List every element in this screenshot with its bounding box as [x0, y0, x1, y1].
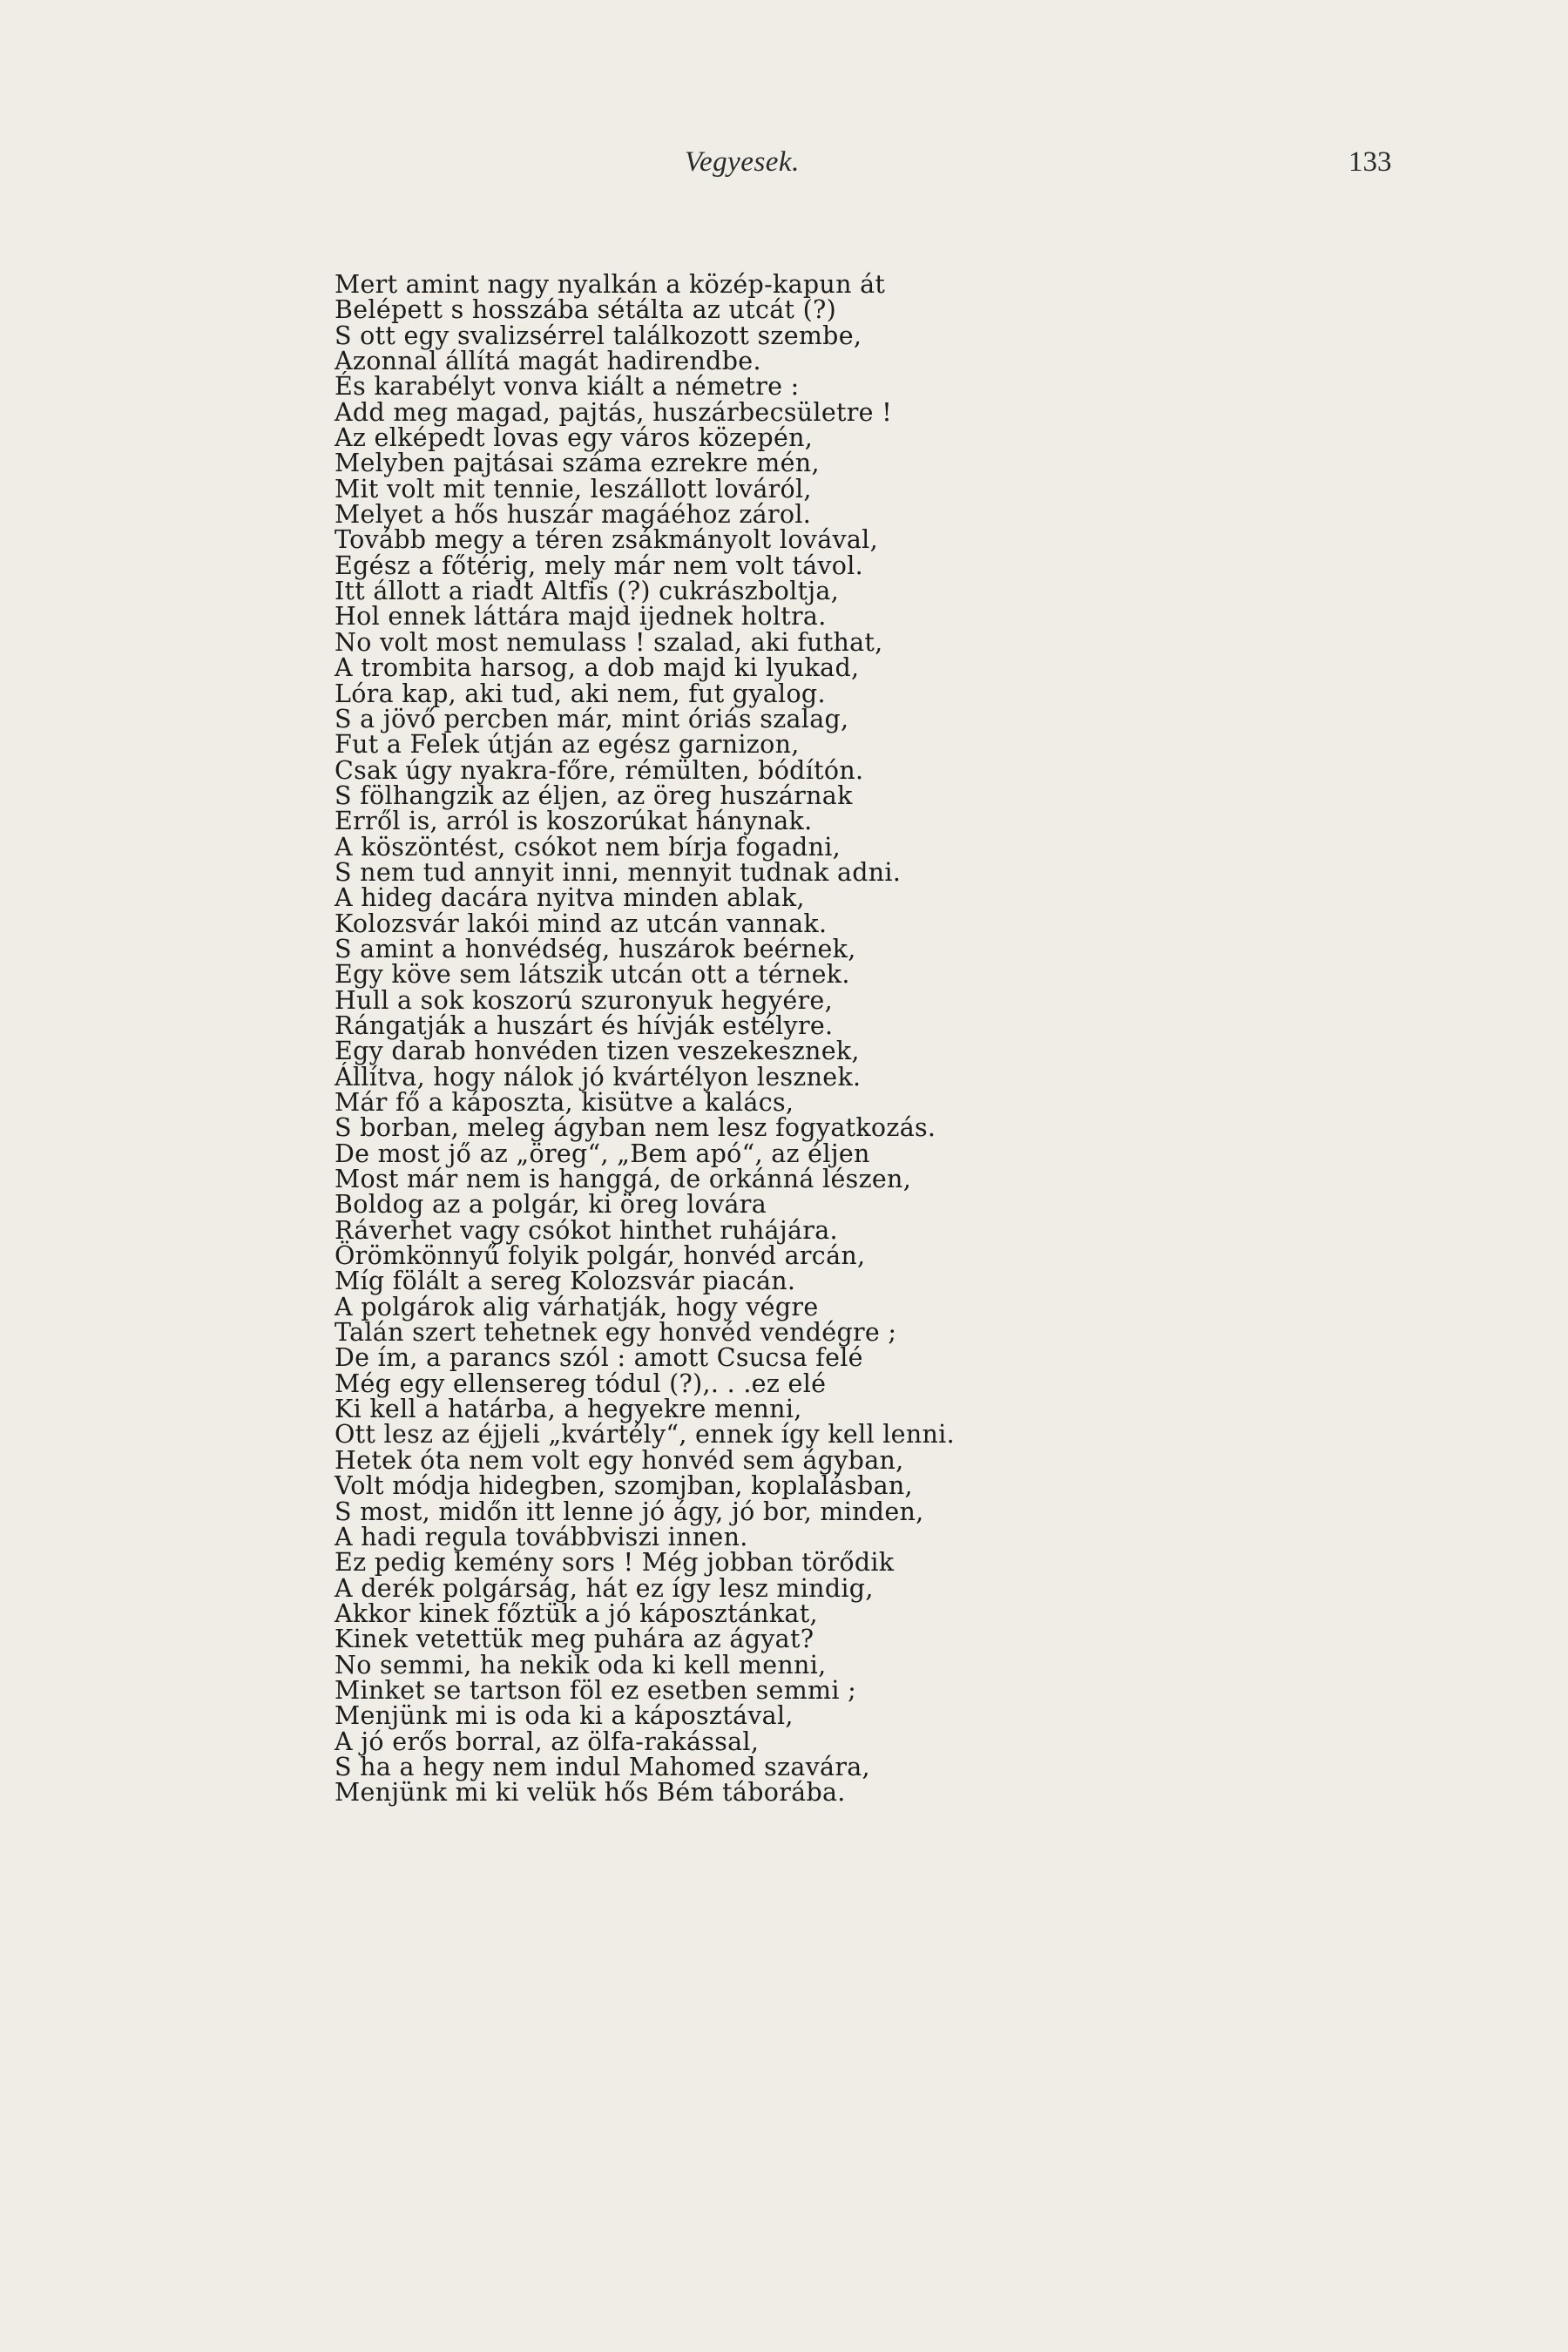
poem-line: S amint a honvédség, huszárok beérnek, — [335, 934, 856, 963]
poem-line: Még egy ellensereg tódul (?),. . .ez elé — [335, 1369, 827, 1398]
poem-line: A hadi regula továbbviszi innen. — [335, 1522, 748, 1551]
poem-line: Egész a főtérig, mely már nem volt távol. — [335, 551, 864, 580]
poem-line: Hull a sok koszorú szuronyuk hegyére, — [335, 985, 833, 1015]
poem-line: A jó erős borral, az ölfa-rakással, — [335, 1727, 760, 1756]
poem-line: De most jő az „öreg“, „Bem apó“, az éljen — [335, 1139, 870, 1168]
poem-line: Menjünk mi is oda ki a káposztával, — [335, 1701, 794, 1731]
poem-body — [335, 272, 1258, 1806]
poem-line: Mert amint nagy nyalkán a közép-kapun át — [335, 270, 886, 299]
poem-line: No semmi, ha nekik oda ki kell menni, — [335, 1650, 827, 1680]
poem-line: A trombita harsog, a dob majd ki lyukad, — [335, 653, 860, 683]
poem-line: Belépett s hosszába sétálta az utcát (?) — [335, 295, 837, 325]
poem-line: S most, midőn itt lenne jó ágy, jó bor, minden, — [335, 1497, 924, 1526]
poem-line: S ott egy svalizsérrel találkozott szembe, — [335, 321, 862, 350]
poem-line: Azonnal állítá magát hadirendbe. — [335, 347, 761, 376]
poem-line: Itt állott a riadt Altfis (?) cukrászboltja, — [335, 577, 840, 606]
poem-line: Míg fölált a sereg Kolozsvár piacán. — [335, 1267, 796, 1296]
poem-line: Hetek óta nem volt egy honvéd sem ágyban, — [335, 1445, 904, 1475]
running-title: Vegyesek. — [685, 146, 800, 178]
poem-line: A derék polgárság, hát ez így lesz mindig, — [335, 1573, 874, 1603]
poem-line: Lóra kap, aki tud, aki nem, fut gyalog. — [335, 679, 826, 708]
poem-line: Rángatják a huszárt és hívják estélyre. — [335, 1010, 834, 1040]
poem-line: S borban, meleg ágyban nem lesz fogyatkozás. — [335, 1113, 936, 1143]
poem-line: Egy darab honvéden tizen veszekesznek, — [335, 1037, 860, 1066]
poem-line: S fölhangzik az éljen, az öreg huszárnak — [335, 781, 853, 810]
poem-line: És karabélyt vonva kiált a németre : — [335, 372, 800, 402]
poem-line: Hol ennek láttára majd ijednek holtra. — [335, 602, 827, 632]
poem-line: Add meg magad, pajtás, huszárbecsületre ! — [335, 397, 892, 427]
poem-line: Talán szert tehetnek egy honvéd vendégre ; — [335, 1318, 897, 1348]
poem-line: Kolozsvár lakói mind az utcán vannak. — [335, 909, 828, 938]
poem-line: Ki kell a határba, a hegyekre menni, — [335, 1395, 802, 1424]
poem-line: Boldog az a polgár, ki öreg lovára — [335, 1190, 767, 1220]
poem-line: Örömkönnyű folyik polgár, honvéd arcán, — [335, 1241, 866, 1271]
poem-line: Mit volt mit tennie, leszállott lováról, — [335, 474, 812, 504]
poem-line: Akkor kinek főztük a jó káposztánkat, — [335, 1598, 818, 1628]
poem-line: Melyet a hős huszár magáéhoz zárol. — [335, 500, 812, 530]
poem-line: Menjünk mi ki velük hős Bém táborába. — [335, 1778, 846, 1808]
poem-line: Erről is, arról is koszorúkat hánynak. — [335, 807, 813, 836]
page-number: 133 — [1348, 146, 1392, 178]
poem-line: Ráverhet vagy csókot hinthet ruhájára. — [335, 1215, 838, 1245]
poem-line: Volt módja hidegben, szomjban, koplalásban, — [335, 1471, 913, 1501]
poem-line: A hideg dacára nyitva minden ablak, — [335, 883, 805, 913]
poem-line: No volt most nemulass ! szalad, aki futhat, — [335, 627, 883, 657]
poem-line: A polgárok alig várhatják, hogy végre — [335, 1292, 819, 1321]
poem-line: De ím, a parancs szól : amott Csucsa felé — [335, 1343, 863, 1373]
poem-line: Egy köve sem látszik utcán ott a térnek. — [335, 960, 850, 990]
poem-line: Már fő a káposzta, kisütve a kalács, — [335, 1088, 794, 1117]
poem-line: Kinek vetettük meg puhára az ágyat? — [335, 1625, 814, 1654]
poem-line: S ha a hegy nem indul Mahomed szavára, — [335, 1752, 870, 1781]
poem-line: Csak úgy nyakra-főre, rémülten, bódítón. — [335, 755, 864, 785]
poem-line: Melyben pajtásai száma ezrekre mén, — [335, 449, 820, 478]
poem-line: S nem tud annyit inni, mennyit tudnak adni. — [335, 857, 902, 887]
poem-line: S a jövő percben már, mint óriás szalag, — [335, 704, 849, 733]
poem-line: Most már nem is hanggá, de orkánná lészen, — [335, 1165, 912, 1194]
poem-line: Az elképedt lovas egy város közepén, — [335, 423, 814, 453]
poem-line: Fut a Felek útján az egész garnizon, — [335, 730, 800, 760]
poem-line: Ott lesz az éjjeli „kvártély“, ennek így kell lenni. — [335, 1420, 955, 1450]
running-head — [0, 146, 1568, 190]
poem-line: Állítva, hogy nálok jó kvártélyon lesznek. — [335, 1062, 862, 1092]
poem-line: Ez pedig kemény sors ! Még jobban törődik — [335, 1548, 895, 1578]
poem-line: Minket se tartson föl ez esetben semmi ; — [335, 1675, 857, 1705]
poem-line: A köszöntést, csókot nem bírja fogadni, — [335, 832, 841, 862]
poem-line: Tovább megy a téren zsákmányolt lovával, — [335, 525, 878, 555]
